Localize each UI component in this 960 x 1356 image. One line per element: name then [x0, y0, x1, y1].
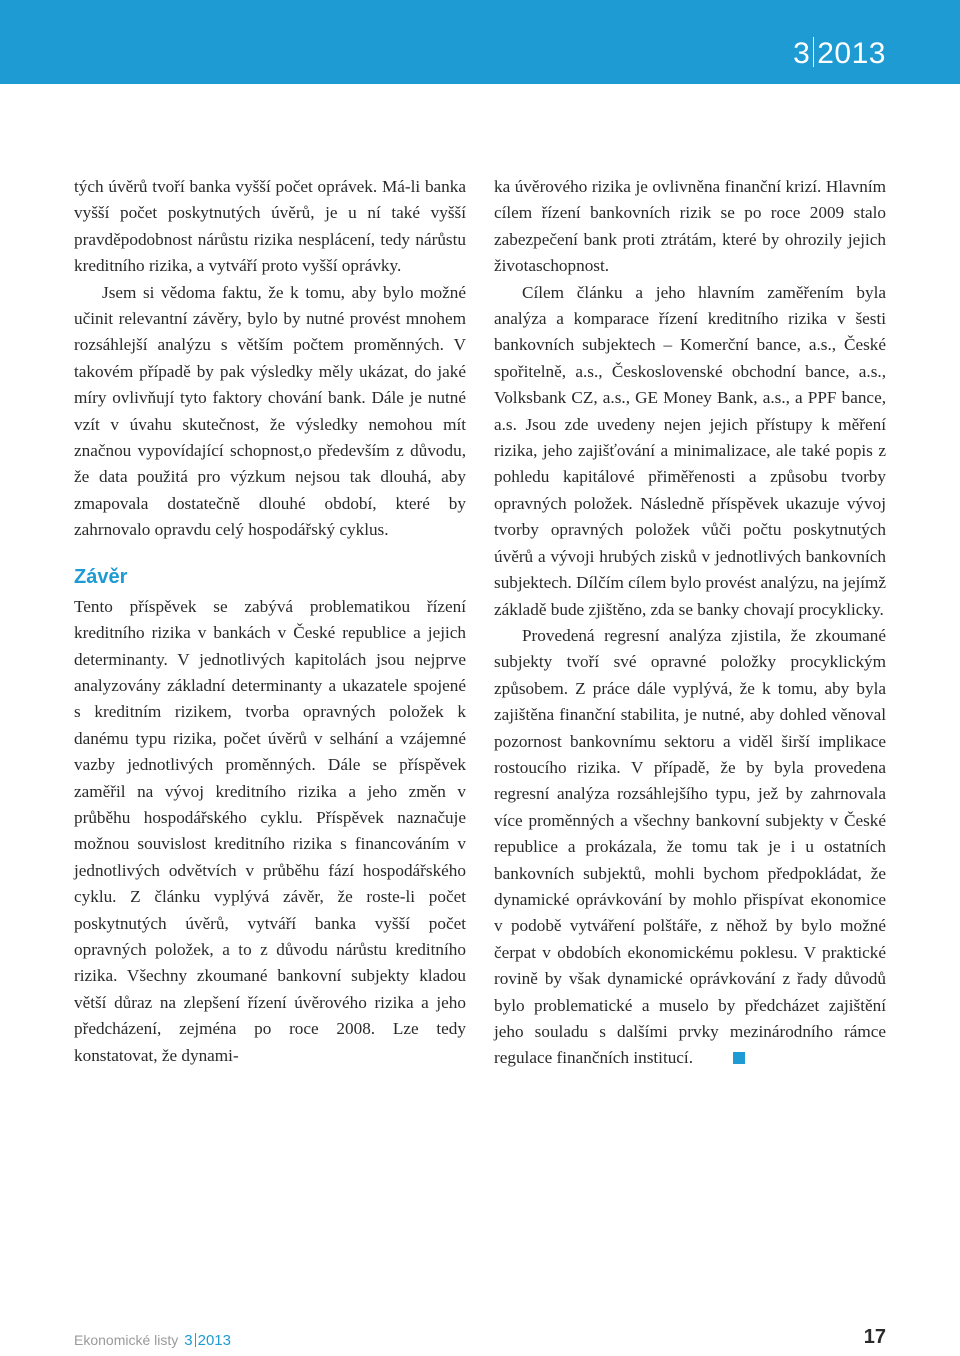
footer-issue	[184, 1332, 231, 1349]
footer-issue-divider	[195, 1333, 196, 1347]
end-of-article-square-icon	[733, 1052, 745, 1064]
footer-issue-year: 2013	[197, 1332, 231, 1349]
right-paragraph-2: Cílem článku a jeho hlavním zaměřením byla analýza a komparace řízení kreditního rizika v šesti bankovních subjektech – Komerční bance, a.s., České spořitelně, a.s., Československé obchodní bance, a.s., Volksbank CZ, a.s., GE Money Bank, a.s., a PPF bance, a.s. Jsou zde uvedeny nejen jejich přístupy k měření rizika, jeho zajišťování a minimalizace, ale také popis z pohledu kapitálové přiměřenosti a způsobu tvorby opravných položek. Následně příspěvek ukazuje vývoj tvorby opravných položek vůči počtu poskytnutých úvěrů a vývoji hrubých zisků v jednotlivých bankovních subjektech. Dílčím cílem bylo provést analýzu, na jejímž základě bude zjištěno, zda se banky chovají procyklicky.	[494, 282, 886, 619]
left-paragraph-1: tých úvěrů tvoří banka vyšší počet oprávek. Má-li banka vyšší počet poskytnutých úvěrů, je u ní také vyšší pravděpodobnost nárůstu rizika nesplácení, tedy nárůstu kreditního rizika, a vytváří proto vyšší oprávky.	[74, 177, 466, 276]
header-bar	[0, 0, 960, 84]
footer-issue-number: 3	[184, 1332, 193, 1349]
left-paragraph-2: Jsem si vědoma faktu, že k tomu, aby bylo možné učinit relevantní závěry, bylo by nutné provést mnohem rozsáhlejší analýzu s větším počtem proměnných. V takovém případě by pak výsledky měly ukázat, do jaké míry ovlivňují tyto faktory chování bank. Dále je nutné vzít v úvahu skutečnost, že výsledky nemohou mít značnou vypovídající schopnost,o především z důvodu, že data použitá pro výzkum nejsou tak dlouhá, aby zmapovala dostatečně dlouhé období, které by zahrnovalo opravdu celý hospodářský cyklus.	[74, 282, 466, 540]
right-paragraph-3	[494, 623, 886, 1072]
left-column	[74, 174, 466, 1069]
page-number: 17	[863, 1326, 886, 1348]
footer-journal	[74, 1330, 231, 1351]
right-paragraph-3-text: Provedená regresní analýza zjistila, že zkoumané subjekty tvoří své opravné položky procyklickým způsobem. Z práce dále vyplývá, že k tomu, aby byla zajištěna finanční stabilita, je nutné, aby dohled věnoval pozornost bankovnímu sektoru a viděl širší implikace rostoucího rizika. V případě, že by byla provedena regresní analýza rozsáhlejšího typu, jež by zahrnovala více proměnných a všechny bankovní subjekty v České republice a prokázala, že tomu tak je i u ostatních bankovních subjektů, mohli bychom předpokládat, že dynamické oprávkování by mohlo přispívat ekonomice v podobě vytváření polštáře, z něhož by bylo možné čerpat v obdobích ekonomickému poklesu. V praktické rovině by však dynamické oprávkování z řady důvodů bylo problematické a muselo by předcházet zajištění jeho souladu s dalšími prvky mezinárodního rámce regulace finančních institucí.	[494, 625, 886, 1068]
issue-divider	[813, 37, 814, 67]
issue-label	[793, 36, 886, 72]
journal-name: Ekonomické listy	[74, 1332, 179, 1348]
right-paragraph-1: ka úvěrového rizika je ovlivněna finanční krizí. Hlavním cílem řízení bankovních rizik se po roce 2009 stalo zabezpečení bank proti ztrátám, které by ohrozily jejich životaschopnost.	[494, 177, 886, 276]
issue-number: 3	[793, 37, 811, 70]
right-column	[494, 174, 886, 1072]
section-heading-conclusion: Závěr	[74, 565, 128, 588]
issue-year: 2013	[817, 37, 886, 70]
left-paragraph-3: Tento příspěvek se zabývá problematikou řízení kreditního rizika v bankách v České republice a jejich determinanty. V jednotlivých kapitolách jsou nejprve analyzovány základní determinanty a ukazatele spojené s kreditním rizikem, tvorba opravných položek k danému typu rizika, počet úvěrů v selhání a vzájemné vazby jednotlivých proměnných. Dále se příspěvek zaměřil na vývoj kreditního rizika a jeho změn v průběhu hospodářského cyklu. Příspěvek naznačuje možnou souvislost kreditního rizika s financováním v jednotlivých odvětvích v průběhu fází hospodářského cyklu. Z článku vyplývá závěr, že roste-li počet poskytnutých úvěrů, vytváří banka vyšší počet opravných položek, a to z důvodu nárůstu kreditního rizika. Všechny zkoumané bankovní subjekty kladou větší důraz na zlepšení řízení úvěrového rizika a jeho předcházení, zejména po roce 2008. Lze tedy konstatovat, že dynami-	[74, 596, 466, 1065]
